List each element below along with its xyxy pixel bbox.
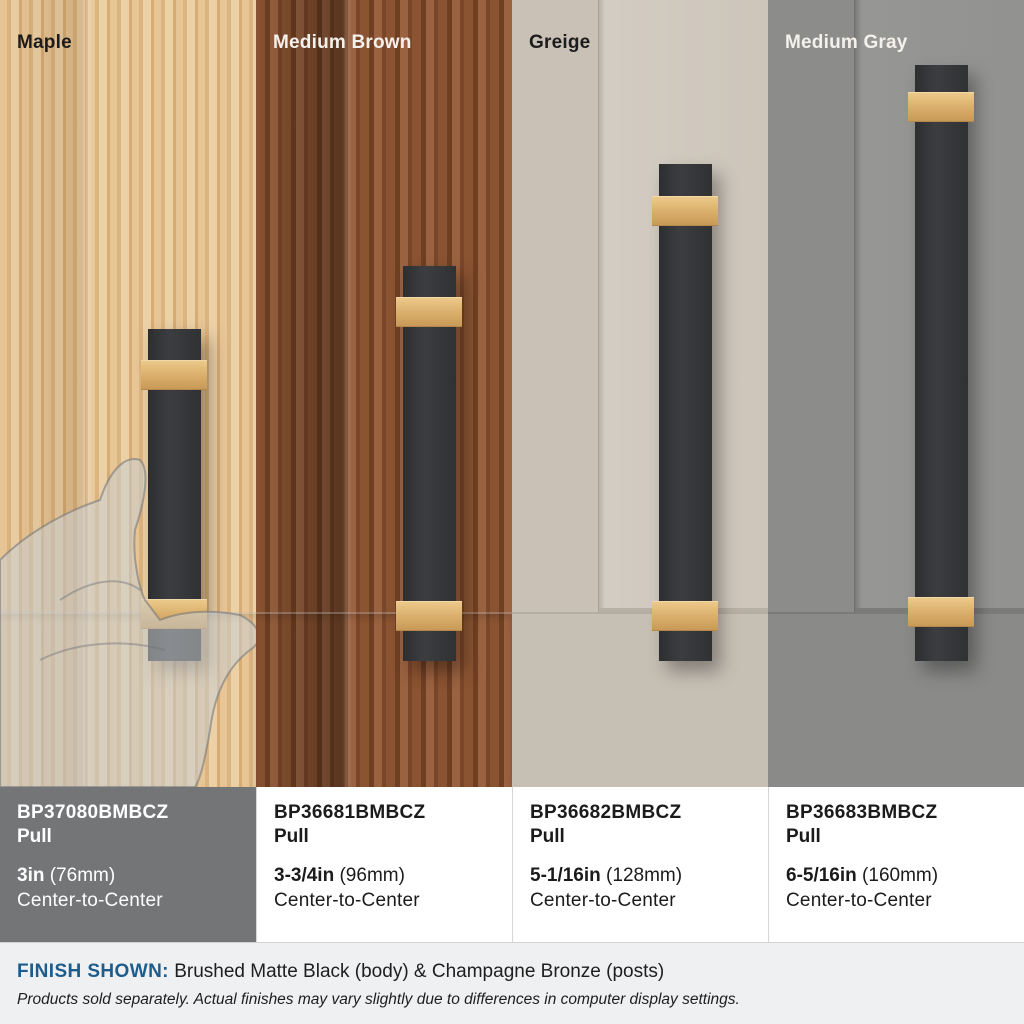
swatch-medium-brown <box>256 0 512 787</box>
pull-post <box>396 601 462 631</box>
swatch-greige <box>512 0 768 787</box>
size-imperial: 6-5/16in <box>786 865 857 886</box>
pull-post <box>396 297 462 327</box>
product-type: Pull <box>530 826 565 847</box>
product-size <box>786 863 1007 888</box>
pull-post <box>652 601 718 631</box>
size-metric: (128mm) <box>606 865 683 886</box>
product-sku: BP37080BMBCZ <box>17 802 169 823</box>
swatch-maple <box>0 0 256 787</box>
product-size <box>274 863 495 888</box>
finish-text: Brushed Matte Black (body) & Champagne Bronze (posts) <box>174 961 665 982</box>
size-imperial: 3-3/4in <box>274 865 335 886</box>
footer <box>0 942 1024 1024</box>
hand-illustration <box>0 450 256 787</box>
size-metric: (76mm) <box>49 865 116 886</box>
product-card[interactable] <box>768 787 1024 942</box>
cabinet-rail <box>256 612 512 787</box>
pull-body <box>915 65 968 661</box>
finish-label: FINISH SHOWN: <box>17 961 169 982</box>
swatch-label: Maple <box>17 32 72 53</box>
swatch-label: Greige <box>529 32 591 53</box>
cabinet-rail <box>768 612 1024 787</box>
size-imperial: 5-1/16in <box>530 865 601 886</box>
product-size <box>530 863 751 888</box>
product-card[interactable] <box>512 787 768 942</box>
product-spacing: Center-to-Center <box>530 890 676 911</box>
product-sku: BP36683BMBCZ <box>786 802 938 823</box>
swatch-medium-gray <box>768 0 1024 787</box>
pull-post <box>908 597 974 627</box>
product-type: Pull <box>786 826 821 847</box>
product-type: Pull <box>274 826 309 847</box>
pull-post <box>652 196 718 226</box>
product-type: Pull <box>17 826 52 847</box>
size-metric: (96mm) <box>339 865 405 886</box>
pull-body <box>659 164 712 661</box>
product-card[interactable] <box>256 787 512 942</box>
pull-post <box>141 360 207 390</box>
cabinet-rail <box>512 612 768 787</box>
swatch-label: Medium Gray <box>785 32 908 53</box>
disclaimer: Products sold separately. Actual finishes may vary slightly due to differences in computer display settings. <box>17 991 740 1008</box>
product-size <box>17 863 239 888</box>
finish-shown <box>17 960 1007 984</box>
size-imperial: 3in <box>17 865 45 886</box>
product-spacing: Center-to-Center <box>274 890 420 911</box>
pull-post <box>908 92 974 122</box>
size-metric: (160mm) <box>862 865 939 886</box>
product-sku: BP36681BMBCZ <box>274 802 426 823</box>
product-spacing: Center-to-Center <box>17 890 163 911</box>
product-card[interactable] <box>0 787 256 942</box>
product-spacing: Center-to-Center <box>786 890 932 911</box>
swatch-label: Medium Brown <box>273 32 412 53</box>
product-sku: BP36682BMBCZ <box>530 802 682 823</box>
